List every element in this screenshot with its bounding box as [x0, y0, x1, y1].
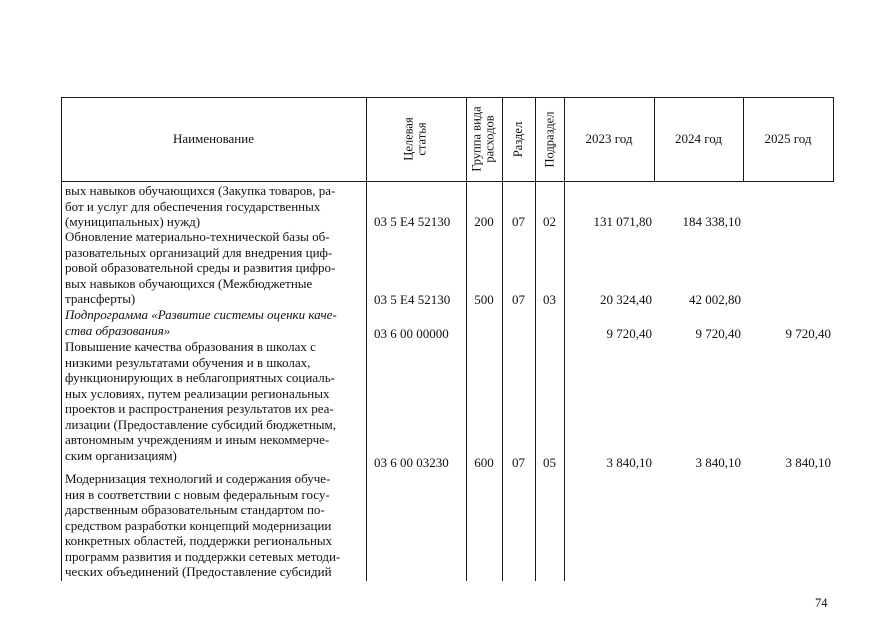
row-2024: 3 840,10 [695, 455, 741, 470]
row-group: 200 [474, 214, 494, 229]
header-2023: 2023 год [585, 131, 633, 146]
header-subsection: Подраздел [542, 111, 556, 167]
row-2023: 9 720,40 [606, 326, 652, 341]
header-section: Раздел [511, 121, 526, 157]
header-target-article: Целевая статья [402, 117, 429, 161]
row-name: Модернизация технологий и содержания обуче- ния в соответствии с новым федеральным госу- дарственным образовательным стандартом по- средством разработки концепций модернизации конкретных областей, поддержки региональных программ развития и поддержки сетевых методи- ческих объединений (Предоставление субсидий [65, 471, 341, 579]
row-code: 03 5 E4 52130 [374, 214, 451, 229]
row-section: 07 [512, 292, 525, 307]
row-subsection: 02 [543, 214, 556, 229]
row-section: 07 [512, 214, 525, 229]
header-name: Наименование [173, 131, 254, 146]
row-code: 03 6 00 03230 [374, 455, 449, 470]
header-expense-group: Группа вида расходов [470, 106, 498, 172]
row-2025: 3 840,10 [785, 455, 831, 470]
row-2024: 42 002,80 [689, 292, 741, 307]
row-2025: 9 720,40 [785, 326, 831, 341]
header-bottom-border [61, 181, 834, 182]
row-2024: 184 338,10 [682, 214, 741, 229]
row-section: 07 [512, 455, 525, 470]
page-number: 74 [815, 596, 828, 610]
budget-table [61, 97, 834, 581]
row-name: Повышение качества образования в школах с низкими результатами обучения и в школах, функционирующих в неблагоприятных социаль- ных условиях, путем реализации региональных проектов и распространения результатов их реа- лизации (Предоставление субсидий бюджетным, автономным учреждениям и иным некоммерче- ским организациям) [65, 339, 337, 463]
row-name: Подпрограмма «Развитие системы оценки каче- ства образования» [65, 307, 337, 338]
row-name: Обновление материально-технической базы об- разовательных организаций для внедрения циф- ровой образовательной среды и развития цифро- вых навыков обучающихся (Межбюджетные трансферты) [65, 229, 336, 306]
row-code: 03 6 00 00000 [374, 326, 449, 341]
row-subsection: 03 [543, 292, 556, 307]
row-2023: 3 840,10 [606, 455, 652, 470]
row-2023: 131 071,80 [593, 214, 652, 229]
row-group: 600 [474, 455, 494, 470]
header-2024: 2024 год [675, 131, 722, 146]
row-2024: 9 720,40 [695, 326, 741, 341]
header-2025: 2025 год [764, 131, 812, 146]
row-group: 500 [474, 292, 494, 307]
row-subsection: 05 [543, 455, 556, 470]
col-border [833, 97, 834, 181]
row-name: вых навыков обучающихся (Закупка товаров, ра- бот и услуг для обеспечения государственных (муниципальных) нужд) [65, 183, 336, 229]
row-2023: 20 324,40 [600, 292, 652, 307]
row-code: 03 5 E4 52130 [374, 292, 451, 307]
